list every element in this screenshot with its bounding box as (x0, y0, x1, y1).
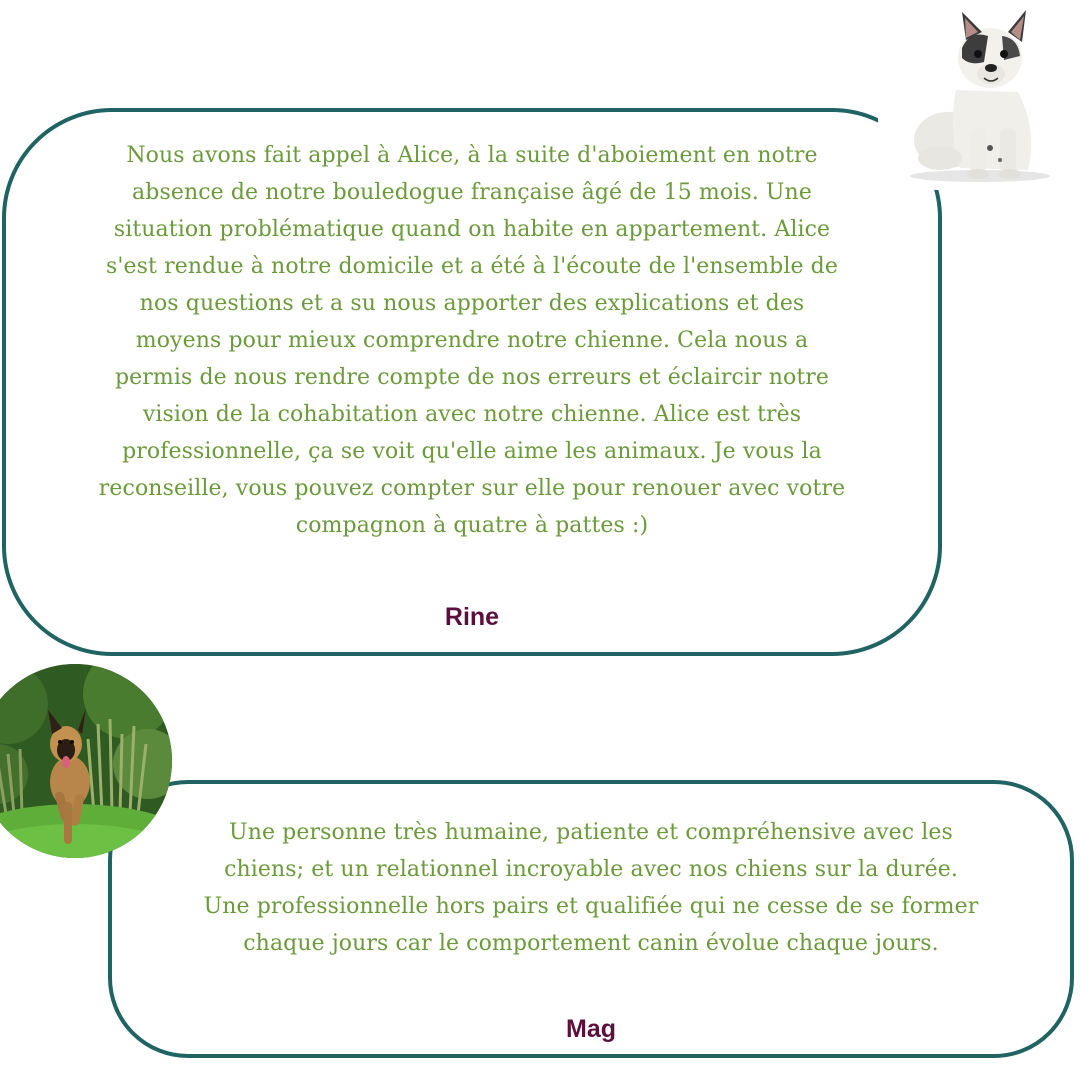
testimonial-quote (118, 814, 1064, 962)
quote-line: permis de nous rendre compte de nos erreurs et éclaircir notre (114, 365, 830, 390)
quote-line: Une professionnelle hors pairs et qualifiée qui ne cesse de se former (203, 894, 979, 919)
quote-line: Nous avons fait appel à Alice, à la suite d'aboiement en notre (126, 143, 818, 168)
quote-line: chaque jours car le comportement canin évolue chaque jours. (243, 931, 939, 956)
french-bulldog-photo (878, 0, 1080, 190)
quote-line: compagnon à quatre à pattes :) (295, 513, 649, 538)
quote-line: professionnelle, ça se voit qu'elle aime les animaux. Je vous la (122, 439, 822, 464)
quote-line: Une personne très humaine, patiente et compréhensive avec les (229, 820, 953, 845)
testimonial-quote (20, 137, 924, 544)
quote-line: nos questions et a su nous apporter des explications et des (139, 291, 805, 316)
quote-line: chiens; et un relationnel incroyable avec nos chiens sur la durée. (224, 857, 958, 882)
testimonial-card-rine (2, 108, 942, 656)
quote-line: situation problématique quand on habite en appartement. Alice (113, 217, 831, 242)
quote-line: absence de notre bouledogue française âgé de 15 mois. Une (132, 180, 812, 205)
quote-line: s'est rendue à notre domicile et a été à l'écoute de l'ensemble de (106, 254, 838, 279)
testimonial-card-mag (108, 780, 1074, 1058)
french-bulldog-illustration (878, 0, 1080, 190)
quote-line: vision de la cohabitation avec notre chienne. Alice est très (142, 402, 802, 427)
quote-line: reconseille, vous pouvez compter sur elle pour renouer avec votre (98, 476, 846, 501)
quote-line: moyens pour mieux comprendre notre chienne. Cela nous a (135, 328, 809, 353)
testimonial-author: Rine (444, 603, 500, 631)
testimonial-author: Mag (566, 1015, 616, 1043)
